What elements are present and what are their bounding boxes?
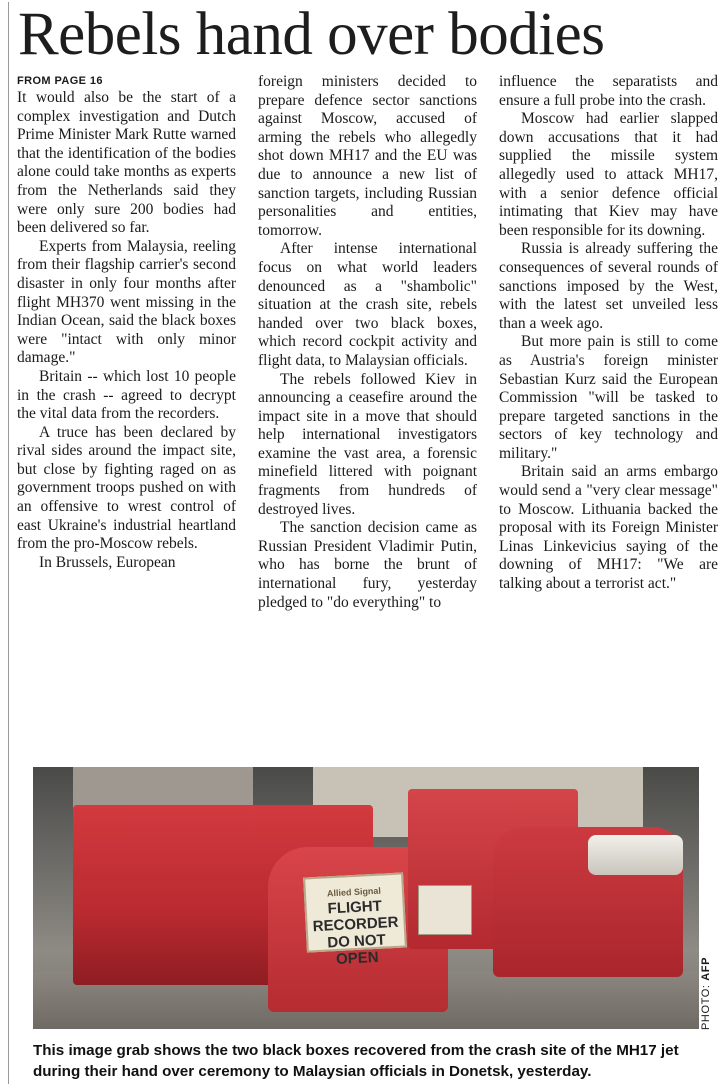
- column-2: [258, 73, 477, 743]
- paragraph: The rebels followed Kiev in announcing a ceasefire around the impact site in a move that should help international investigators examine the vast area, a forensic minefield littered with poignant fragments from hundreds of destroyed lives.: [258, 370, 477, 518]
- news-photo-black-boxes: [33, 767, 699, 1029]
- label-manufacturer: Allied Signal: [326, 885, 382, 899]
- paragraph: It would also be the start of a complex investigation and Dutch Prime Minister Mark Rutte warned that the identification of the bodies alone could take months as experts from the Netherlands said they were only sure 200 bodies had been delivered so far.: [17, 89, 236, 237]
- paragraph: Moscow had earlier slapped down accusations that it had supplied the missile system allegedly used to attack MH17, with a senior defence official intimating that Kiev may have been responsible for its downing.: [499, 110, 718, 239]
- recorder-beacon-cylinder: [588, 835, 683, 875]
- paragraph: influence the separatists and ensure a full probe into the crash.: [499, 73, 718, 109]
- recorder-stencil-plate: [418, 885, 472, 935]
- paragraph: But more pain is still to come as Austria's foreign minister Sebastian Kurz said the European Commission "will be tasked to prepare targeted sanctions in the sectors of key technology and military.": [499, 333, 718, 462]
- continuation-kicker: FROM PAGE 16: [17, 75, 103, 87]
- photo-credit: [700, 957, 712, 1030]
- paragraph: Russia is already suffering the consequences of several rounds of sanctions imposed by the West, with the latest set unveiled less than a week ago.: [499, 240, 718, 332]
- paragraph: A truce has been declared by rival sides around the impact site, but close by fighting raged on as government troops pushed on with an offensive to wrest control of east Ukraine's industrial heartland from the pro-Moscow rebels.: [17, 423, 236, 553]
- photo-caption: This image grab shows the two black boxes recovered from the crash site of the MH17 jet during their hand over ceremony to Malaysian officials in Donetsk, yesterday.: [33, 1042, 679, 1080]
- column-1: [17, 73, 236, 743]
- photo-credit-source: AFP: [700, 956, 712, 981]
- paragraph: Britain said an arms embargo would send a "very clear message" to Moscow. Lithuania backed the proposal with its Foreign Minister Linas Linkevicius saying of the downing of MH17: "We are talking about a terrorist act.": [499, 463, 718, 593]
- paragraph: foreign ministers decided to prepare defence sector sanctions against Moscow, accused of arming the rebels who allegedly shot down MH17 and the EU was due to announce a new list of sanction targets, including Russian personalities and entities, tomorrow.: [258, 73, 477, 239]
- paragraph: In Brussels, European: [39, 553, 176, 571]
- photo-credit-prefix: PHOTO:: [700, 980, 712, 1030]
- paragraph: Experts from Malaysia, reeling from their flagship carrier's second disaster in only four months after flight MH370 went missing in the Indian Ocean, said the black boxes were "intact with only minor damage.": [17, 237, 236, 367]
- paragraph: The sanction decision came as Russian President Vladimir Putin, who has borne the brunt of international fury, yesterday pledged to "do everything" to: [258, 519, 477, 611]
- headline: Rebels hand over bodies: [18, 1, 605, 68]
- article-body: [17, 73, 719, 743]
- paragraph: Britain -- which lost 10 people in the crash -- agreed to decrypt the vital data from the recorders.: [17, 367, 236, 423]
- label-warning-text: FLIGHT RECORDER DO NOT OPEN: [312, 897, 399, 969]
- flight-recorder-label: [303, 872, 407, 969]
- column-3: [499, 73, 718, 743]
- paragraph: After intense international focus on what world leaders denounced as a "shambolic" situation at the crash site, rebels handed over two black boxes, which record cockpit activity and flight data, to Malaysian officials.: [258, 240, 477, 369]
